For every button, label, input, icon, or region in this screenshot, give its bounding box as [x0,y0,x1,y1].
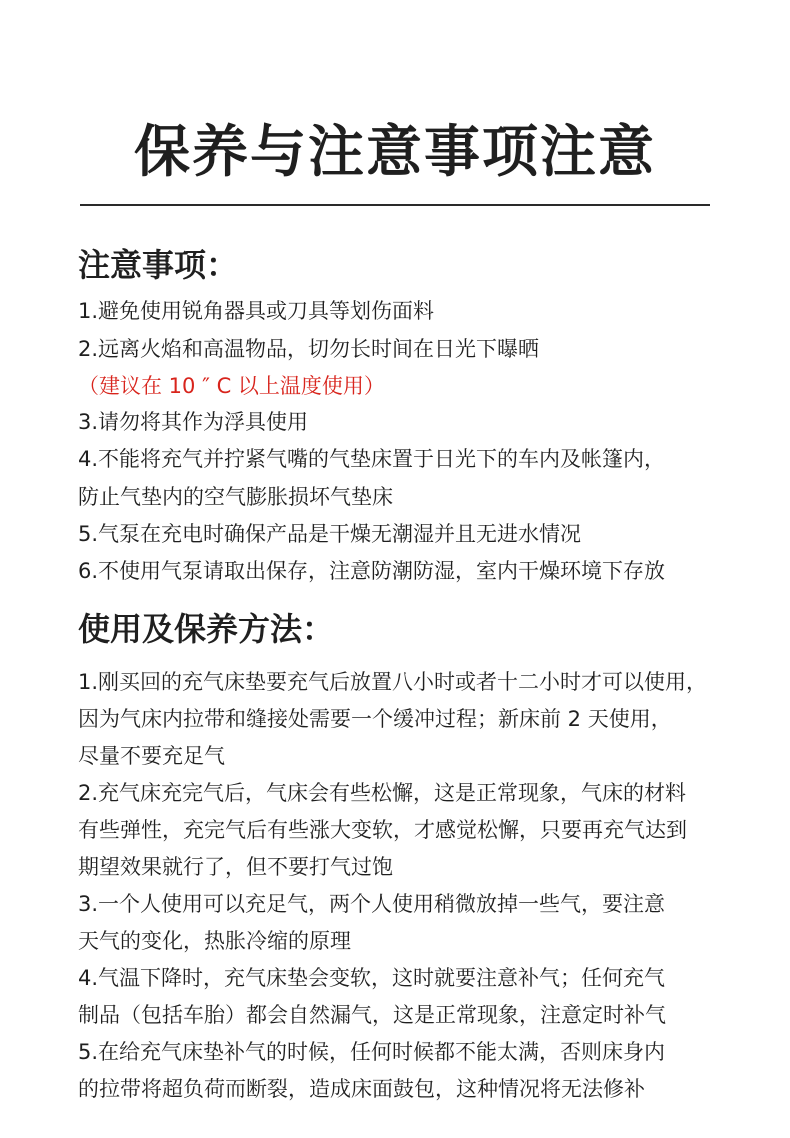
notes-line: 6.不使用气泵请取出保存，注意防潮防湿，室内干燥环境下存放 [78,559,666,583]
usage-line: 天气的变化，热胀冷缩的原理 [78,929,351,953]
usage-line: 尽量不要充足气 [78,744,225,768]
notes-line: 2.远离火焰和高温物品，切勿长时间在日光下曝晒 [78,337,540,361]
usage-line: 期望效果就行了，但不要打气过饱 [78,855,393,879]
usage-line: 的拉带将超负荷而断裂，造成床面鼓包，这种情况将无法修补 [78,1077,645,1101]
usage-line: 5.在给充气床垫补气的时候，任何时候都不能太满，否则床身内 [78,1040,666,1064]
notes-line-highlight: （建议在 10 ″ C 以上温度使用） [78,374,385,398]
usage-line: 2.充气床充完气后，气床会有些松懈，这是正常现象，气床的材料 [78,781,687,805]
usage-line: 制品（包括车胎）都会自然漏气，这是正常现象，注意定时补气 [78,1003,666,1027]
notes-line: 防止气垫内的空气膨胀损坏气垫床 [78,485,393,509]
page-title: 保养与注意事项注意 [134,120,656,185]
section-heading-usage: 使用及保养方法： [78,610,335,648]
title-divider [80,204,710,206]
section-heading-notes: 注意事项： [78,246,239,284]
usage-line: 3.一个人使用可以充足气，两个人使用稍微放掉一些气，要注意 [78,892,666,916]
usage-line: 因为气床内拉带和缝接处需要一个缓冲过程；新床前 2 天使用， [78,707,672,731]
notes-line: 4.不能将充气并拧紧气嘴的气垫床置于日光下的车内及帐篷内， [78,447,666,471]
notes-line: 3.请勿将其作为浮具使用 [78,410,309,434]
usage-line: 有些弹性，充完气后有些涨大变软，才感觉松懈，只要再充气达到 [78,818,687,842]
notes-line: 1.避免使用锐角器具或刀具等划伤面料 [78,299,435,323]
usage-line: 4.气温下降时，充气床垫会变软，这时就要注意补气；任何充气 [78,966,666,990]
usage-line: 1.刚买回的充气床垫要充气后放置八小时或者十二小时才可以使用， [78,670,708,694]
notes-line: 5.气泵在充电时确保产品是干燥无潮湿并且无进水情况 [78,522,582,546]
